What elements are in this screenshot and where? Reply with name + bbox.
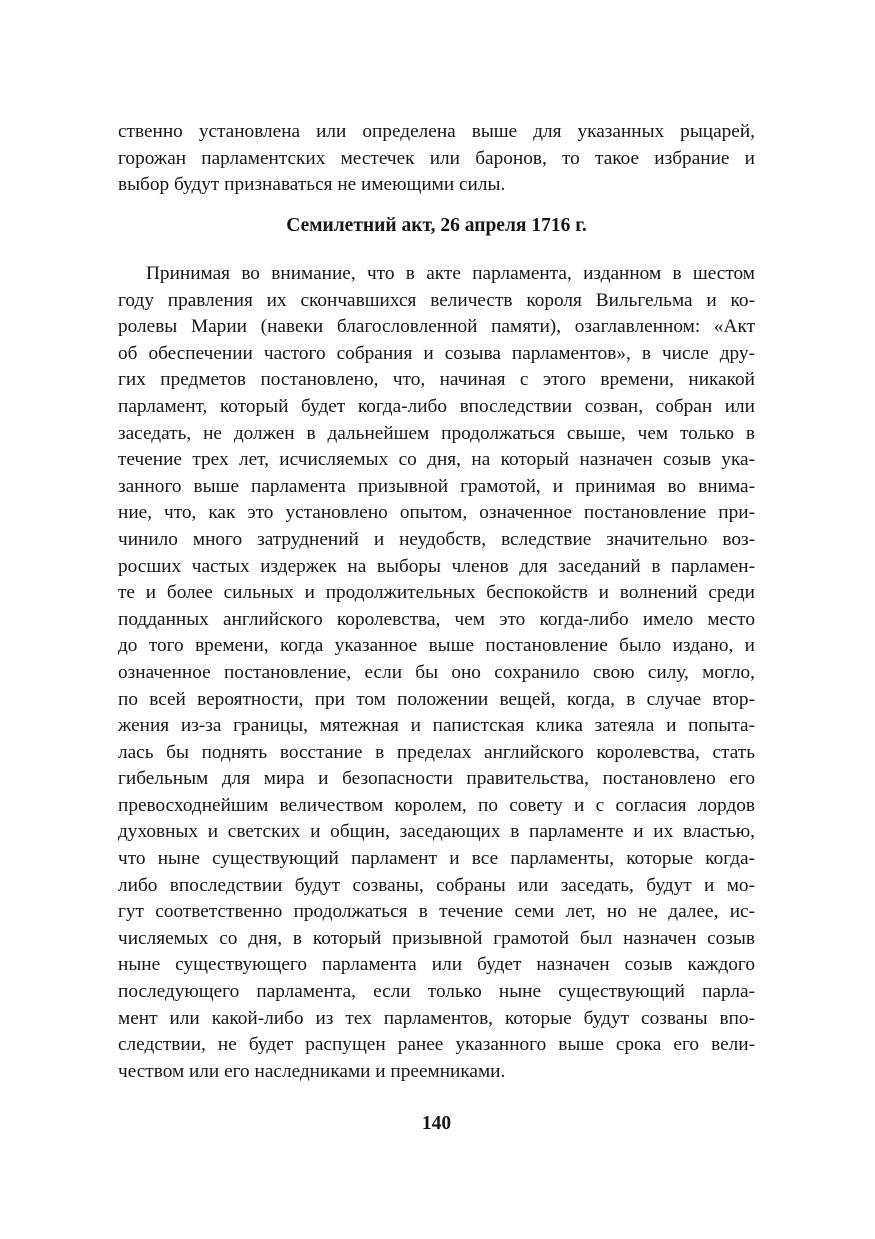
text-line: либо впоследствии будут созваны, собраны или заседать, будут и мо- <box>118 874 755 896</box>
text-line: означенное постановление, если бы оно сохранило свою силу, могло, <box>118 661 755 683</box>
text-line: духовных и светских и общин, заседающих в парламенте и их властью, <box>118 821 755 843</box>
text-line: заседать, не должен в дальнейшем продолжаться свыше, чем только в <box>118 422 755 444</box>
text-line: мент или какой-либо из тех парламентов, которые будут созваны впо- <box>118 1007 755 1029</box>
text-line: превосходнейшим величеством королем, по совету и с согласия лордов <box>118 794 755 816</box>
section-heading: Семилетний акт, 26 апреля 1716 г. <box>286 215 587 236</box>
text-line: по всей вероятности, при том положении вещей, когда, в случае втор- <box>118 688 755 710</box>
text-line: гих предметов постановлено, что, начиная с этого времени, никакой <box>118 369 755 391</box>
text-line: чеством или его наследниками и преемниками. <box>118 1060 506 1082</box>
text-line: подданных английского королевства, чем это когда-либо имело место <box>118 608 755 630</box>
act-paragraph <box>118 261 755 1085</box>
text-line: чинило много затруднений и неудобств, вследствие значительно воз- <box>118 528 755 550</box>
text-line: ныне существующего парламента или будет назначен созыв каждого <box>118 954 755 976</box>
text-line: следствии, не будет распущен ранее указанного выше срока его вели- <box>118 1034 755 1056</box>
text-line: Принимая во внимание, что в акте парламента, изданном в шестом <box>146 263 755 284</box>
page-number: 140 <box>421 1113 452 1134</box>
text-line: выбор будут признаваться не имеющими силы. <box>118 174 506 196</box>
text-line: занного выше парламента призывной грамотой, и принимая во внима- <box>118 475 755 497</box>
text-line: до того времени, когда указанное выше постановление было издано, и <box>118 635 755 657</box>
text-line: числяемых со дня, в который призывной грамотой был назначен созыв <box>118 927 755 949</box>
text-line: жения из-за границы, мятежная и папистская клика затеяла и попыта- <box>118 715 755 737</box>
text-line: росших частых издержек на выборы членов для заседаний в парламен- <box>118 555 755 577</box>
text-line: течение трех лет, исчисляемых со дня, на который назначен созыв ука- <box>118 449 755 471</box>
text-line: об обеспечении частого собрания и созыва парламентов», в числе дру- <box>118 342 755 364</box>
text-line: ролевы Марии (навеки благословленной памяти), озаглавленном: «Акт <box>118 316 755 338</box>
text-line: последующего парламента, если только ныне существующий парла- <box>118 981 755 1003</box>
text-line: что ныне существующий парламент и все парламенты, которые когда- <box>118 848 755 870</box>
text-line: гут соответственно продолжаться в течение семи лет, но не далее, ис- <box>118 901 755 923</box>
text-line: гибельным для мира и безопасности правительства, постановлено его <box>118 768 755 790</box>
text-line: лась бы поднять восстание в пределах английского королевства, стать <box>118 741 755 763</box>
text-line: ние, что, как это установлено опытом, означенное постановление при- <box>118 502 755 524</box>
text-line: году правления их скончавшихся величеств короля Вильгельма и ко- <box>118 289 755 311</box>
text-line: ственно установлена или определена выше для указанных рыцарей, <box>118 121 755 142</box>
text-line: парламент, который будет когда-либо впоследствии созван, собран или <box>118 395 755 417</box>
text-line: горожан парламентских местечек или баронов, то такое избрание и <box>118 147 755 169</box>
text-line: те и более сильных и продолжительных беспокойств и волнений среди <box>118 582 755 604</box>
carryover-paragraph <box>118 119 755 199</box>
